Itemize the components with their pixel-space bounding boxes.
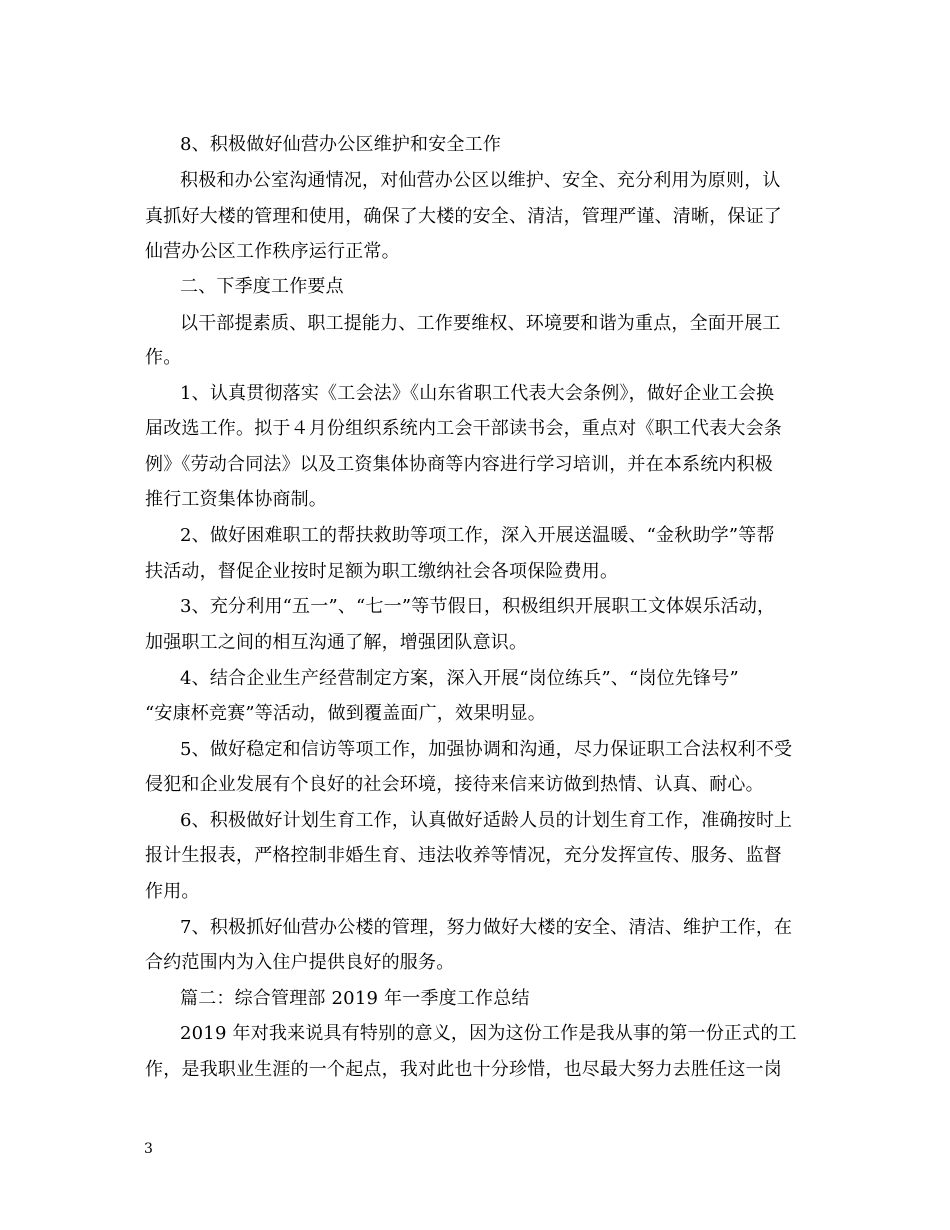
text-line: 合约范围内为入住户提供良好的服务。 <box>145 952 455 973</box>
text-line: 届改选工作。拟于４月份组织系统内工会干部读书会，重点对《职工代表大会条 <box>145 418 782 439</box>
text-line: 1、认真贯彻落实《工会法》《山东省职工代表大会条例》，做好企业工会换 <box>180 383 775 404</box>
text-line: 侵犯和企业发展有个良好的社会环境，接待来信来访做到热情、认真、耐心。 <box>145 774 764 795</box>
text-line: 报计生报表，严格控制非婚生育、违法收养等情况，充分发挥宣传、服务、监督 <box>145 845 782 866</box>
text-line: 推行工资集体协商制。 <box>145 489 327 510</box>
text-line: 积极和办公室沟通情况，对仙营办公区以维护、安全、充分利用为原则，认 <box>180 170 781 191</box>
text-line: 2019 年对我来说具有特别的意义，因为这份工作是我从事的第一份正式的工 <box>180 1023 797 1044</box>
text-line: 作，是我职业生涯的一个起点，我对此也十分珍惜，也尽最大努力去胜任这一岗 <box>145 1059 782 1080</box>
page-number: 3 <box>144 1141 153 1157</box>
text-line: 二、下季度工作要点 <box>180 276 344 297</box>
text-line: 仙营办公区工作秩序运行正常。 <box>145 241 400 262</box>
text-line: 作。 <box>145 347 182 368</box>
text-line: 加强职工之间的相互沟通了解，增强团队意识。 <box>145 632 528 653</box>
text-line: 7、积极抓好仙营办公楼的管理，努力做好大楼的安全、清洁、维护工作，在 <box>180 917 793 938</box>
section-heading: 篇二：综合管理部 2019 年一季度工作总结 <box>180 988 530 1009</box>
text-line: 以干部提素质、职工提能力、工作要维权、环境要和谐为重点，全面开展工 <box>180 313 781 334</box>
text-line: 5、做好稳定和信访等项工作，加强协调和沟通，尽力保证职工合法权利不受 <box>180 739 793 760</box>
text-line: 真抓好大楼的管理和使用，确保了大楼的安全、清洁，管理严谨、清晰，保证了 <box>145 206 782 227</box>
text-line: 例》《劳动合同法》以及工资集体协商等内容进行学习培训，并在本系统内积极 <box>145 454 773 475</box>
text-line: 2、做好困难职工的帮扶救助等项工作，深入开展送温暖、“金秋助学”等帮 <box>180 525 775 546</box>
text-line: 6、积极做好计划生育工作，认真做好适龄人员的计划生育工作，准确按时上 <box>180 810 793 831</box>
text-line: 3、充分利用“五一”、“七一”等节假日，积极组织开展职工文体娱乐活动， <box>180 596 776 617</box>
text-line: 8、积极做好仙营办公区维护和安全工作 <box>180 134 502 155</box>
text-line: 扶活动，督促企业按时足额为职工缴纳社会各项保险费用。 <box>145 561 619 582</box>
text-line: 作用。 <box>145 881 200 902</box>
text-line: “安康杯竞赛”等活动，做到覆盖面广，效果明显。 <box>145 703 547 724</box>
text-line: 4、结合企业生产经营制定方案，深入开展“岗位练兵”、“岗位先锋号” <box>180 668 739 689</box>
